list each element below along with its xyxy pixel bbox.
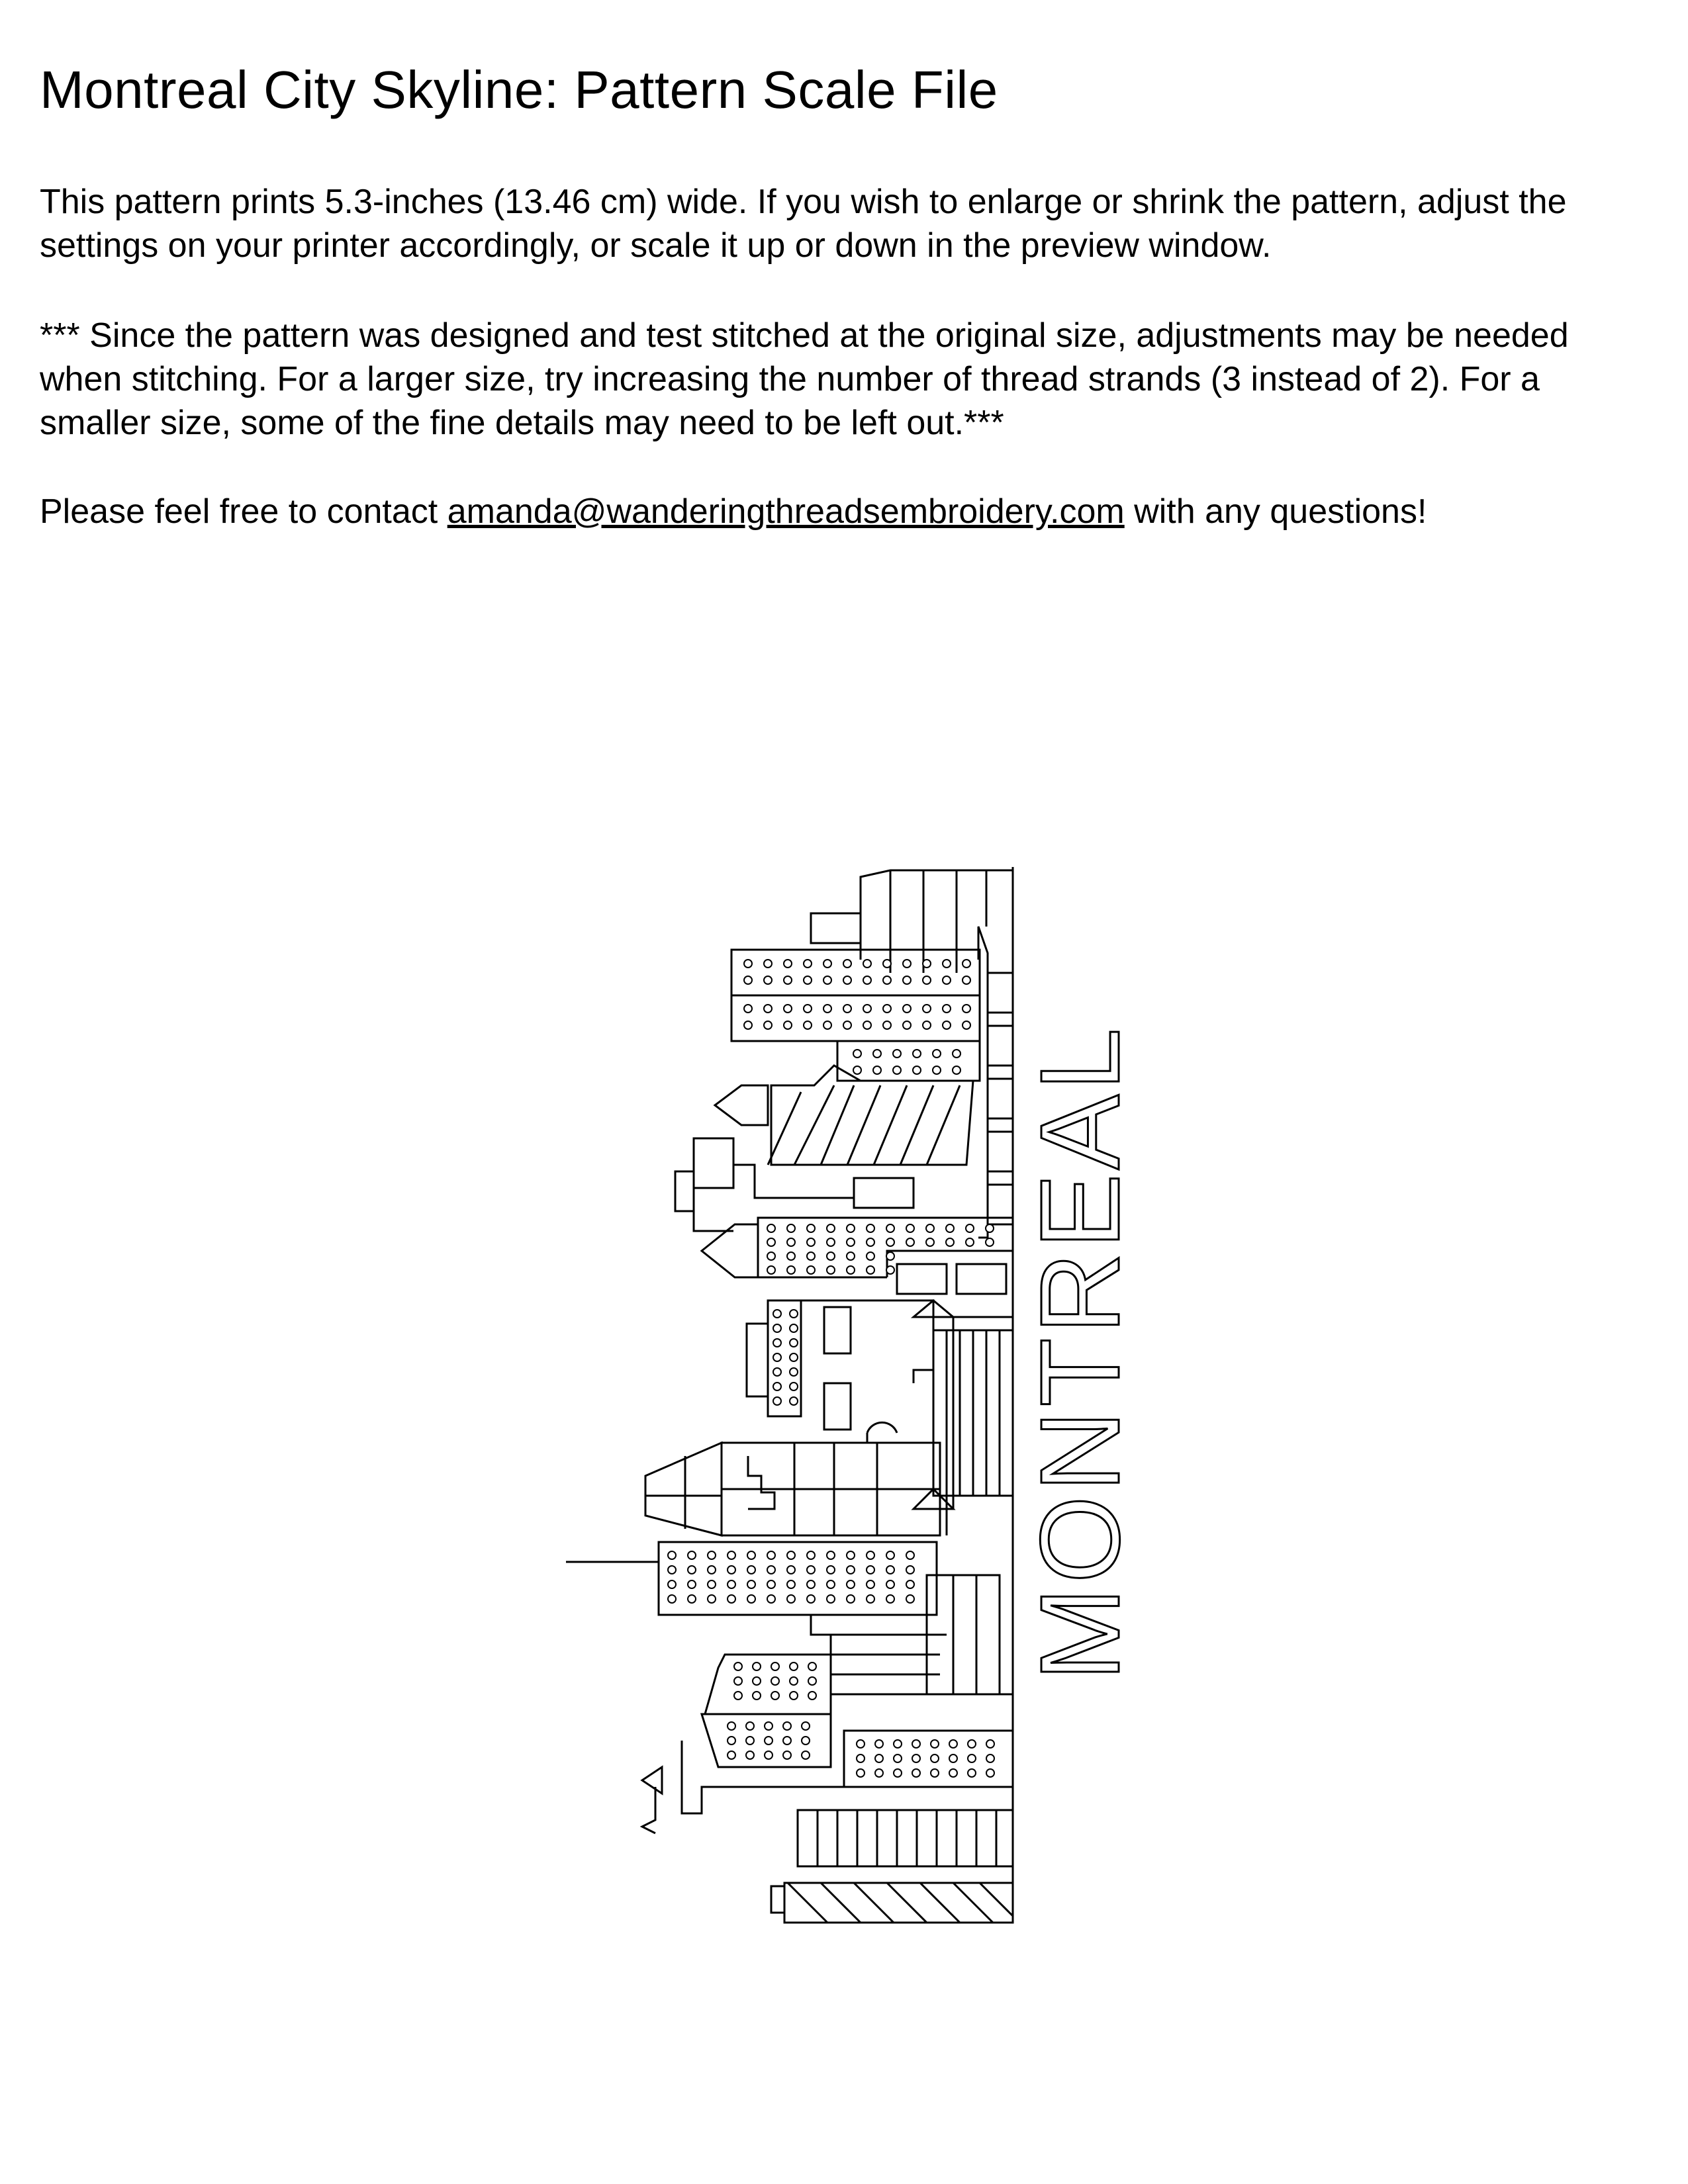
window-dot <box>847 1266 855 1274</box>
mid-dotted-strip <box>837 1041 980 1081</box>
window-dot <box>753 1677 761 1685</box>
window-dot <box>790 1397 798 1405</box>
window-dot <box>903 1005 911 1013</box>
contact-suffix: with any questions! <box>1124 492 1427 531</box>
window-dot <box>931 1769 939 1777</box>
window-dot <box>773 1383 781 1390</box>
window-dot <box>883 1021 891 1029</box>
window-dot <box>784 960 792 968</box>
slatted-building <box>914 1330 1013 1535</box>
window-dot <box>784 976 792 984</box>
window-dot <box>764 1005 772 1013</box>
window-dot <box>966 1224 974 1232</box>
window-dot <box>968 1769 976 1777</box>
window-dot <box>744 1005 752 1013</box>
window-dot <box>962 1005 970 1013</box>
window-dot <box>773 1324 781 1332</box>
window-dot <box>847 1252 855 1260</box>
window-dot <box>727 1566 735 1574</box>
window-dot <box>807 1238 815 1246</box>
window-dot <box>867 1238 874 1246</box>
stepped-building <box>811 1575 1013 1694</box>
window-dot <box>867 1224 874 1232</box>
window-dot <box>986 1238 994 1246</box>
window-dot <box>790 1383 798 1390</box>
window-dot <box>931 1754 939 1762</box>
bottom-right-dotted-block <box>844 1731 1013 1787</box>
window-dot <box>804 976 812 984</box>
window-dot <box>847 1595 855 1603</box>
window-dot <box>949 1754 957 1762</box>
window-dot <box>903 976 911 984</box>
window-dot <box>827 1580 835 1588</box>
window-dot <box>790 1339 798 1347</box>
window-dot <box>843 1021 851 1029</box>
window-dot <box>883 960 891 968</box>
window-dot <box>847 1238 855 1246</box>
window-dot <box>883 1005 891 1013</box>
window-dot <box>727 1580 735 1588</box>
window-dot <box>807 1224 815 1232</box>
striped-building <box>675 1066 973 1211</box>
window-dot <box>773 1310 781 1318</box>
window-dot <box>886 1580 894 1588</box>
window-dot <box>867 1566 874 1574</box>
window-dot <box>827 1252 835 1260</box>
window-dot <box>827 1266 835 1274</box>
window-dot <box>787 1238 795 1246</box>
window-dot <box>931 1740 939 1748</box>
window-dot <box>943 976 951 984</box>
window-dot <box>767 1580 775 1588</box>
contact-email-link[interactable]: amanda@wanderingthreadsembroidery.com <box>447 492 1125 531</box>
window-dot <box>823 960 831 968</box>
window-dot <box>784 1005 792 1013</box>
window-dot <box>943 1005 951 1013</box>
window-dot <box>966 1238 974 1246</box>
city-name-label: MONTREAL <box>1017 1024 1143 1681</box>
window-dot <box>926 1224 934 1232</box>
contact-prefix: Please feel free to contact <box>40 492 447 531</box>
window-dot <box>823 976 831 984</box>
window-dot <box>787 1580 795 1588</box>
center-building <box>801 1300 1013 1509</box>
window-dot <box>946 1238 954 1246</box>
window-dot <box>783 1722 791 1730</box>
window-dot <box>668 1551 676 1559</box>
window-dot <box>847 1580 855 1588</box>
window-dot <box>767 1566 775 1574</box>
window-dot <box>913 1050 921 1058</box>
window-dot <box>827 1238 835 1246</box>
lower-left-dotted-tower <box>702 1655 831 1767</box>
window-dot <box>962 976 970 984</box>
window-dot <box>747 1595 755 1603</box>
window-dot <box>912 1754 920 1762</box>
window-dot <box>827 1551 835 1559</box>
window-dot <box>893 1066 901 1074</box>
window-dot <box>668 1566 676 1574</box>
window-dot <box>886 1266 894 1274</box>
window-dot <box>886 1566 894 1574</box>
window-dot <box>867 1266 874 1274</box>
window-dot <box>807 1595 815 1603</box>
window-dot <box>764 960 772 968</box>
window-dot <box>784 1021 792 1029</box>
grid-building <box>645 1443 940 1535</box>
window-dot <box>906 1551 914 1559</box>
wide-dotted-block <box>758 1218 1013 1277</box>
window-dot <box>708 1566 716 1574</box>
window-dot <box>943 1021 951 1029</box>
window-dot <box>986 1754 994 1762</box>
window-dot <box>843 1005 851 1013</box>
window-dot <box>808 1692 816 1700</box>
window-dot <box>773 1397 781 1405</box>
window-dot <box>790 1324 798 1332</box>
window-dot <box>771 1692 779 1700</box>
window-dot <box>863 976 871 984</box>
window-dot <box>787 1595 795 1603</box>
window-dot <box>804 1005 812 1013</box>
window-dot <box>668 1595 676 1603</box>
window-dot <box>886 1238 894 1246</box>
window-dot <box>946 1224 954 1232</box>
window-dot <box>823 1021 831 1029</box>
window-dot <box>688 1551 696 1559</box>
window-dot <box>933 1066 941 1074</box>
window-dot <box>787 1566 795 1574</box>
window-dot <box>843 976 851 984</box>
window-dot <box>953 1050 961 1058</box>
window-dot <box>765 1722 773 1730</box>
window-dot <box>773 1339 781 1347</box>
window-dot <box>853 1050 861 1058</box>
window-dot <box>787 1266 795 1274</box>
window-dot <box>708 1551 716 1559</box>
window-dot <box>893 1050 901 1058</box>
bottom-slats <box>798 1810 1013 1866</box>
window-dot <box>933 1050 941 1058</box>
window-dot <box>903 1021 911 1029</box>
window-dot <box>913 1066 921 1074</box>
window-dot <box>746 1722 754 1730</box>
window-dot <box>708 1580 716 1588</box>
window-dot <box>734 1692 742 1700</box>
window-dot <box>875 1754 883 1762</box>
window-dot <box>906 1224 914 1232</box>
window-dot <box>765 1751 773 1759</box>
window-dot <box>808 1677 816 1685</box>
window-dot <box>790 1692 798 1700</box>
window-dot <box>790 1677 798 1685</box>
window-dot <box>847 1566 855 1574</box>
window-dot <box>688 1595 696 1603</box>
window-dot <box>807 1266 815 1274</box>
window-dot <box>906 1595 914 1603</box>
window-dot <box>767 1551 775 1559</box>
window-dot <box>771 1677 779 1685</box>
window-dot <box>863 1005 871 1013</box>
window-dot <box>912 1740 920 1748</box>
window-dot <box>962 1021 970 1029</box>
window-dot <box>747 1566 755 1574</box>
window-dot <box>912 1769 920 1777</box>
window-dot <box>853 1066 861 1074</box>
window-dot <box>926 1238 934 1246</box>
window-dot <box>968 1740 976 1748</box>
window-dot <box>771 1662 779 1670</box>
window-dot <box>962 960 970 968</box>
window-dot <box>949 1740 957 1748</box>
window-dot <box>847 1224 855 1232</box>
window-dot <box>773 1353 781 1361</box>
window-dot <box>883 976 891 984</box>
window-band <box>897 1264 1006 1294</box>
window-dot <box>734 1662 742 1670</box>
window-dot <box>857 1769 865 1777</box>
window-dot <box>783 1737 791 1745</box>
window-dot <box>843 960 851 968</box>
window-dot <box>747 1580 755 1588</box>
window-dot <box>894 1769 902 1777</box>
window-dot <box>875 1769 883 1777</box>
window-dot <box>894 1740 902 1748</box>
window-dot <box>773 1368 781 1376</box>
window-dot <box>802 1751 810 1759</box>
right-spine-building <box>978 867 1013 1919</box>
window-dot <box>688 1580 696 1588</box>
page-title: Montreal City Skyline: Pattern Scale File <box>40 60 998 119</box>
window-dot <box>744 976 752 984</box>
window-dot <box>807 1580 815 1588</box>
window-dot <box>668 1580 676 1588</box>
window-dot <box>827 1595 835 1603</box>
print-size-paragraph: This pattern prints 5.3-inches (13.46 cm) wide. If you wish to enlarge or shrink the pattern, adjust the settings on your printer accordingly, or scale it up or down in the preview window. <box>40 183 1567 265</box>
window-dot <box>827 1566 835 1574</box>
window-dot <box>764 976 772 984</box>
window-dot <box>847 1551 855 1559</box>
window-dot <box>790 1310 798 1318</box>
window-dot <box>808 1662 816 1670</box>
window-dot <box>804 1021 812 1029</box>
window-dot <box>886 1595 894 1603</box>
window-dot <box>787 1252 795 1260</box>
window-dot <box>746 1751 754 1759</box>
window-dot <box>886 1551 894 1559</box>
window-dot <box>923 1005 931 1013</box>
window-dot <box>953 1066 961 1074</box>
window-dot <box>863 1021 871 1029</box>
window-dot <box>727 1595 735 1603</box>
window-dot <box>949 1769 957 1777</box>
window-dot <box>986 1769 994 1777</box>
window-dot <box>867 1580 874 1588</box>
window-dot <box>867 1595 874 1603</box>
window-dot <box>807 1566 815 1574</box>
window-dot <box>807 1252 815 1260</box>
window-dot <box>787 1551 795 1559</box>
window-dot <box>790 1368 798 1376</box>
window-dot <box>906 1580 914 1588</box>
window-dot <box>943 960 951 968</box>
stitching-note-paragraph: *** Since the pattern was designed and test stitched at the original size, adjustments may be needed when stitching. For a larger size, try increasing the number of thread strands (3 instead of 2). For a smaller size, some of the fine details may need to be left out.*** <box>40 316 1569 442</box>
window-dot <box>802 1737 810 1745</box>
window-dot <box>727 1722 735 1730</box>
window-dot <box>753 1662 761 1670</box>
window-dot <box>787 1224 795 1232</box>
window-dot <box>744 960 752 968</box>
mid-left-tower <box>747 1300 801 1416</box>
window-dot <box>894 1754 902 1762</box>
window-dot <box>767 1595 775 1603</box>
window-dot <box>857 1754 865 1762</box>
window-dot <box>867 1551 874 1559</box>
window-dot <box>765 1737 773 1745</box>
window-dot <box>906 1238 914 1246</box>
window-dot <box>863 960 871 968</box>
window-dot <box>923 960 931 968</box>
window-dot <box>986 1224 994 1232</box>
window-dot <box>727 1551 735 1559</box>
window-dot <box>886 1252 894 1260</box>
window-dot <box>886 1224 894 1232</box>
window-dot <box>747 1551 755 1559</box>
window-dot <box>764 1021 772 1029</box>
window-dot <box>753 1692 761 1700</box>
window-dot <box>804 960 812 968</box>
top-tower <box>811 870 1013 973</box>
window-dot <box>767 1252 775 1260</box>
window-dot <box>744 1021 752 1029</box>
window-dot <box>727 1737 735 1745</box>
window-dot <box>873 1050 881 1058</box>
window-dot <box>802 1722 810 1730</box>
lower-dotted-block <box>566 1542 937 1615</box>
window-dot <box>827 1224 835 1232</box>
window-dot <box>790 1353 798 1361</box>
window-dot <box>986 1740 994 1748</box>
window-dot <box>767 1238 775 1246</box>
window-dot <box>873 1066 881 1074</box>
bottom-diagonal-base <box>771 1883 1013 1923</box>
window-dot <box>823 1005 831 1013</box>
window-dot <box>734 1677 742 1685</box>
window-dot <box>790 1662 798 1670</box>
window-dot <box>906 1566 914 1574</box>
window-dot <box>807 1551 815 1559</box>
window-dot <box>857 1740 865 1748</box>
upper-dotted-block <box>731 950 980 1041</box>
window-dot <box>923 1021 931 1029</box>
window-dot <box>767 1266 775 1274</box>
window-dot <box>727 1751 735 1759</box>
left-roof-block <box>694 1188 758 1277</box>
window-dot <box>875 1740 883 1748</box>
window-dot <box>867 1252 874 1260</box>
window-dot <box>767 1224 775 1232</box>
window-dot <box>746 1737 754 1745</box>
window-dot <box>923 976 931 984</box>
window-dot <box>968 1754 976 1762</box>
window-dot <box>783 1751 791 1759</box>
window-dot <box>708 1595 716 1603</box>
window-dot <box>688 1566 696 1574</box>
window-dot <box>903 960 911 968</box>
